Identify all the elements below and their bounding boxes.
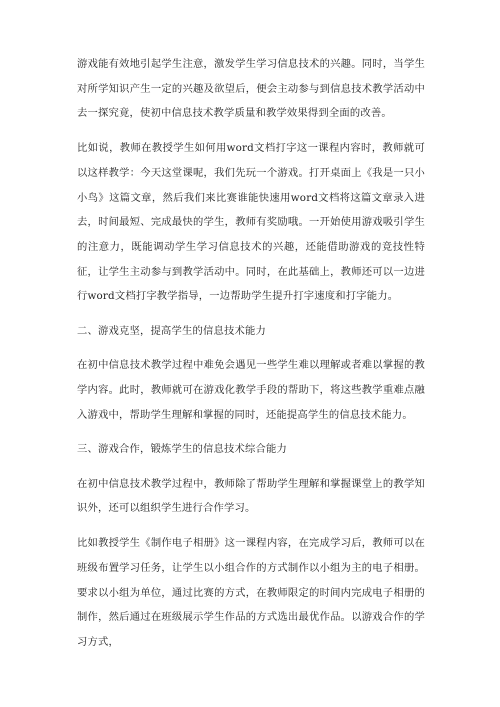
paragraph-section-2: 在初中信息技术教学过程中难免会遇见一些学生难以理解或者难以掌握的教学内容。此时，教师就可在游戏化教学手段的帮助下，将这些教学重难点融入游戏中，帮助学生理解和掌握的同时，还能提高学生的信息技术能力。 (77, 359, 425, 421)
paragraph-section-3: 在初中信息技术教学过程中，教师除了帮助学生理解和掌握课堂上的教学知识外，还可以组织学生进行合作学习。 (77, 477, 425, 515)
section-heading-3: 三、游戏合作，锻炼学生的信息技术综合能力 (77, 443, 287, 456)
paragraph-word-typing-example: 比如说，教师在教授学生如何用word文档打字这一课程内容时，教师就可以这样教学：今天这堂课呢，我们先玩一个游戏。打开桌面上《我是一只小小鸟》这篇文章，然后我们来比赛谁能快速用word文档将这篇文章录入进去，时间最短、完成最快的学生，教师有奖励哦。一开始使用游戏吸引学生的注意力，既能调动学生学习信息技术的兴趣，还能借助游戏的竞技性特征，让学生主动参与到教学活动中。同时，在此基础上，教师还可以一边进行word文档打字教学指导，一边帮助学生提升打字速度和打字能力。 (77, 142, 425, 303)
section-heading-2: 二、游戏克坚，提高学生的信息技术能力 (77, 325, 266, 338)
paragraph-intro: 游戏能有效地引起学生注意，激发学生学习信息技术的兴趣。同时，当学生对所学知识产生一定的兴趣及欲望后，便会主动参与到信息技术教学活动中去一探究竟，使初中信息技术教学质量和教学效果得到全面的改善。 (77, 58, 425, 120)
document-page (77, 52, 425, 665)
paragraph-album-example: 比如教授学生《制作电子相册》这一课程内容，在完成学习后，教师可以在班级布置学习任务，让学生以小组合作的方式制作以小组为主的电子相册。要求以小组为单位，通过比赛的方式，在教师限定的时间内完成电子相册的制作，然后通过在班级展示学生作品的方式选出最优作品。以游戏合作的学习方式， (77, 537, 425, 648)
